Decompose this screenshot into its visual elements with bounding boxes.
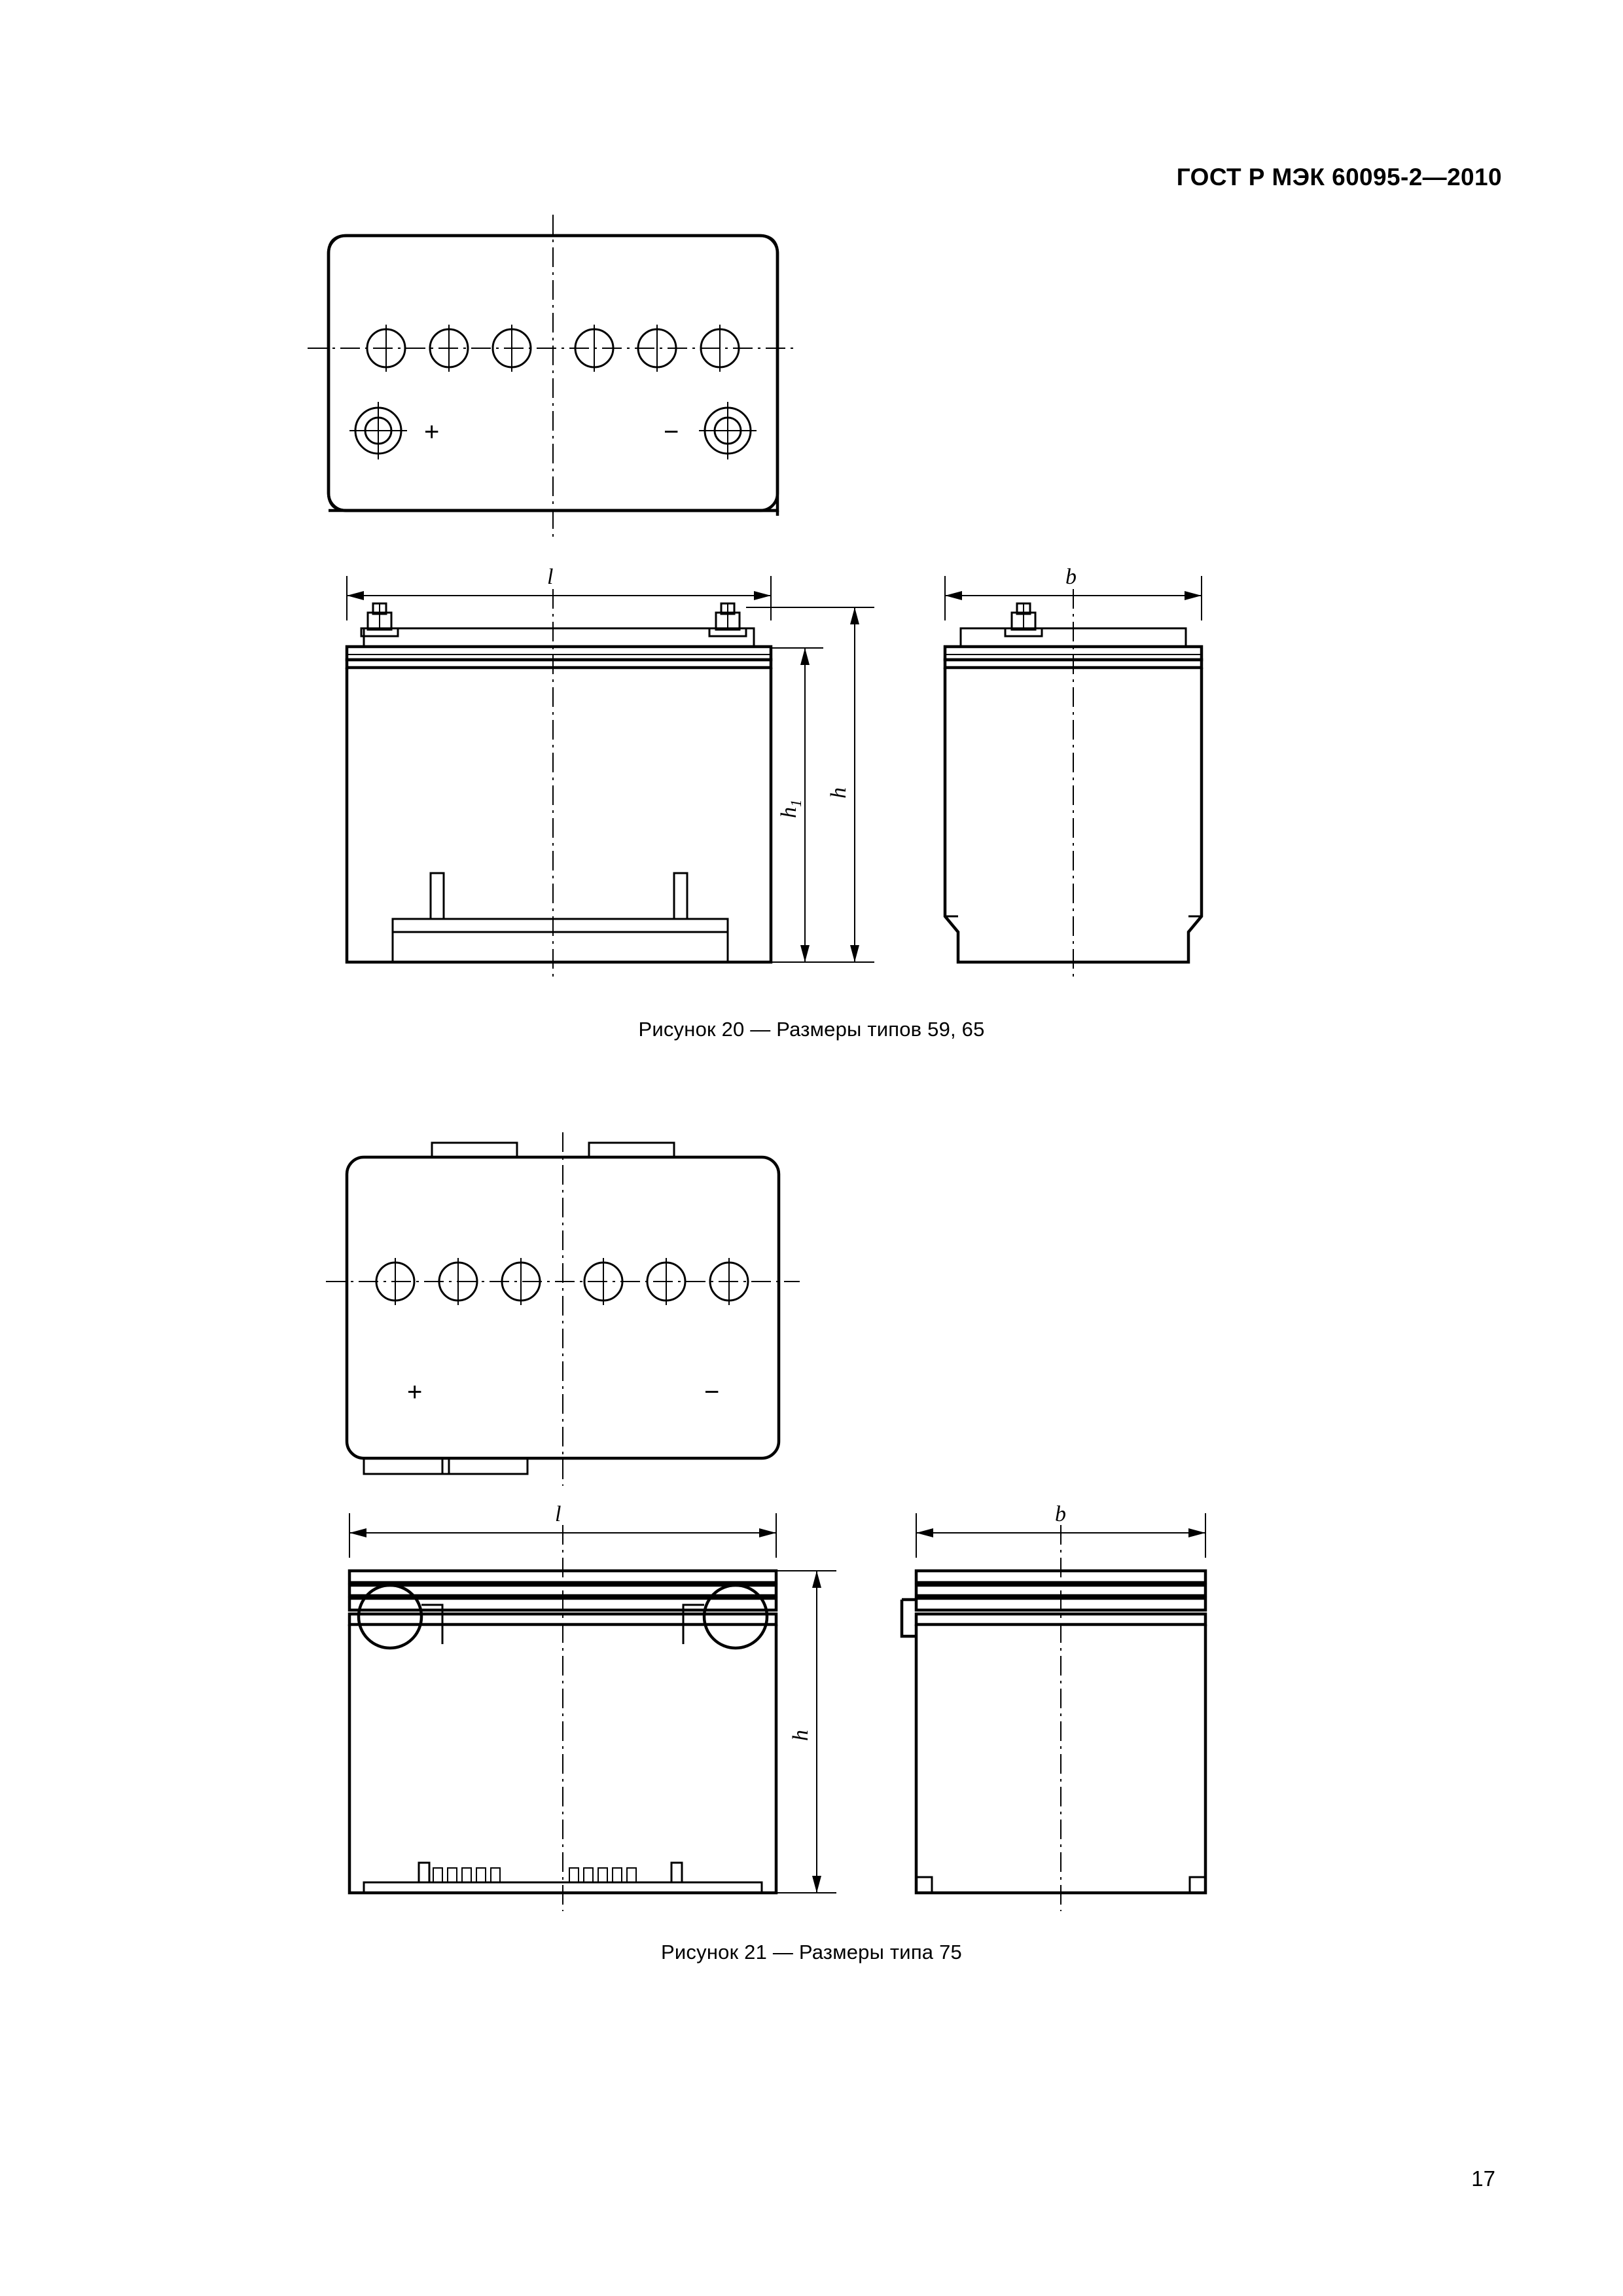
dimension-h1-label: h <box>777 807 801 818</box>
dimension-length <box>347 576 771 620</box>
figure-21-front-view <box>349 1502 836 1911</box>
figure-21-caption: Рисунок 21 — Размеры типа 75 <box>661 1941 962 1964</box>
figure-21 <box>0 1113 1623 1924</box>
terminal-positive <box>349 402 407 459</box>
dimension-length-label: l <box>555 1502 562 1526</box>
figure-20-drawing <box>0 196 1623 1008</box>
post-side <box>1005 603 1042 636</box>
figure-20-caption: Рисунок 20 — Размеры типов 59, 65 <box>638 1018 985 1041</box>
page-header: ГОСТ Р МЭК 60095-2—2010 <box>1176 164 1502 190</box>
figure-20 <box>0 196 1623 1008</box>
polarity-negative-label: − <box>664 418 679 446</box>
dimension-length-label: l <box>547 565 554 589</box>
figure-20-front-view <box>347 565 874 982</box>
dimension-h1-sub: 1 <box>788 799 804 807</box>
figure-20-top-view <box>308 215 798 537</box>
figure-21-drawing <box>0 1113 1623 1924</box>
polarity-negative-label: − <box>704 1378 720 1407</box>
page-number: 17 <box>1471 2166 1495 2191</box>
dimension-h1 <box>740 648 823 962</box>
post-left <box>361 603 398 636</box>
polarity-positive-label: + <box>407 1378 423 1407</box>
figure-21-top-view <box>326 1132 800 1486</box>
figure-20-side-view <box>945 565 1202 982</box>
dimension-h-label: h <box>827 787 851 798</box>
svg-text:h1 <box>777 800 804 819</box>
dimension-width-label: b <box>1065 565 1077 589</box>
hold-down-ledge <box>393 873 728 962</box>
post-right <box>709 603 746 636</box>
terminal-negative <box>699 402 757 459</box>
dimension-h-label: h <box>789 1730 813 1741</box>
dimension-width-label: b <box>1055 1502 1066 1526</box>
figure-21-side-view <box>902 1502 1205 1911</box>
polarity-positive-label: + <box>424 418 440 446</box>
